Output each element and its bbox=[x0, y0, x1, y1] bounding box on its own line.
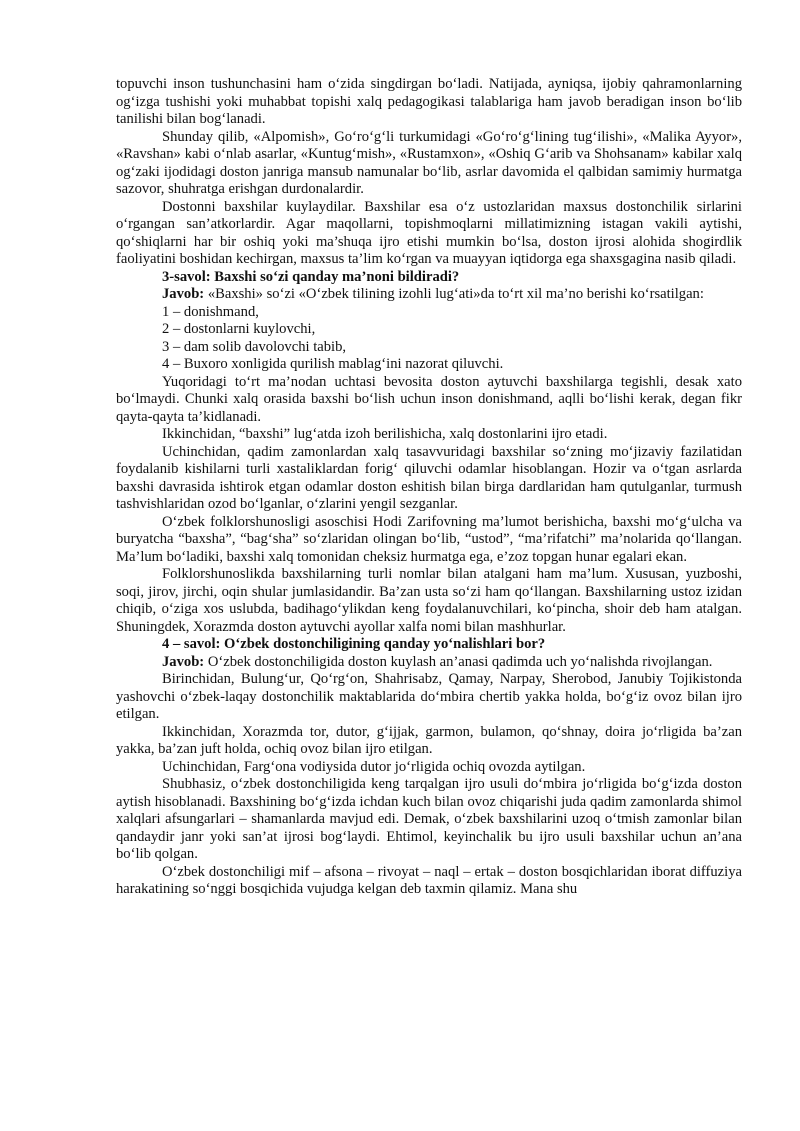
paragraph: O‘zbek dostonchiligi mif – afsona – rivoyat – naql – ertak – doston bosqichlaridan iborat diffuziya harakatining so‘nggi bosqichida vujudga kelgan deb taxmin qilamiz. Mana shu bbox=[116, 863, 742, 897]
paragraph: Yuqoridagi to‘rt ma’nodan uchtasi bevosita doston aytuvchi baxshilarga tegishli, desak xato bo‘lmaydi. Chunki xalq orasida baxshi bo‘lish uchun inson donishmand, aqlli bo‘lishi kerak, degan fikr qayta-qayta ta’kidlanadi. bbox=[116, 373, 742, 425]
answer-label: Javob: bbox=[162, 286, 205, 302]
paragraph: Dostonni baxshilar kuylaydilar. Baxshilar esa o‘z ustozlaridan maxsus dostonchilik sirlarini o‘rgangan san’atkorlardir. Agar maqollarni, topishmoqlarni millatimizning istagan vakili aytishi, qo‘shiqlarni har bir oshiq yoki ma’shuqa ijro etishi mumkin bo‘lsa, doston ijrosi alohida shogirdlik faoliyatini boshidan kechirgan, maxsus ta’lim ko‘rgan va muayyan iqtidorga ega shaxsgagina nasib qiladi. bbox=[116, 198, 742, 267]
answer-paragraph bbox=[116, 286, 742, 304]
list-item: 4 – Buxoro xonligida qurilish mablag‘ini nazorat qiluvchi. bbox=[162, 356, 504, 372]
paragraph: O‘zbek folklorshunosligi asoschisi Hodi Zarifovning ma’lumot berishicha, baxshi mo‘g‘ulcha va buryatcha “baxsha”, “bag‘sha” so‘zlaridan olingan bo‘lib, “ustod”, “ma’rifatchi” ma’nolarida qo‘llangan. Ma’lum bo‘ladiki, baxshi xalq tomonidan cheksiz hurmatga ega, e’zoz topgan hunar egalari ekan. bbox=[116, 513, 742, 565]
question-heading: 4 – savol: O‘zbek dostonchiligining qanday yo‘nalishlari bor? bbox=[162, 636, 546, 652]
answer-label: Javob: bbox=[162, 653, 205, 670]
list-item: 1 – donishmand, bbox=[162, 303, 259, 320]
paragraph: Folklorshunoslikda baxshilarning turli nomlar bilan atalgani ham ma’lum. Xususan, yuzboshi, soqi, jirov, jirchi, oqin shular jumlasidandir. Ba’zan usta so‘zi ham qo‘llangan. Baxshilarning ustoz izidan chiqib, o‘ziga xos uslubda, badihago‘ylikdan keng foydalanuvchilari, ko‘pincha, shoir deb ham atalgan. Shuningdek, Xorazmda doston aytuvchi ayollar xalfa nomi bilan mashhurlar. bbox=[116, 566, 742, 635]
paragraph: Uchinchidan, Farg‘ona vodiysida dutor jo‘rligida ochiq ovozda aytilgan. bbox=[162, 758, 586, 775]
answer-text: O‘zbek dostonchiligida doston kuylash an’anasi qadimda uch yo‘nalishda rivojlangan. bbox=[204, 653, 713, 670]
document-page bbox=[116, 76, 742, 899]
paragraph: Shunday qilib, «Alpomish», Go‘ro‘g‘li turkumidagi «Go‘ro‘g‘lining tug‘ilishi», «Malika Ayyor», «Ravshan» kabi o‘nlab asarlar, «Kuntug‘mish», «Rustamxon», «Oshiq G‘arib va Shohsanam» kabilar xalq og‘zaki ijodidagi doston janriga mansub namunalar bo‘lib, asrlar davomida el qalbidan samimiy hurmatga sazovor, shuhratga erishgan durdonalardir. bbox=[116, 128, 742, 197]
paragraph: Uchinchidan, qadim zamonlardan xalq tasavvuridagi baxshilar so‘zning mo‘jizaviy fazilatidan foydalanib kishilarni turli xastaliklardan forig‘ qiluvchi odamlar hisoblangan. Hozir va o‘tgan asrlarda baxshi davrasida ishtirok etgan odamlar doston eshitish bilan birga dardlaridan ham qutulganlar, turmush tashvishlaridan ozod bo‘lganlar, o‘zlarini yengil sezganlar. bbox=[116, 443, 742, 512]
paragraph: Ikkinchidan, “baxshi” lug‘atda izoh berilishicha, xalq dostonlarini ijro etadi. bbox=[162, 426, 608, 442]
paragraph: topuvchi inson tushunchasini ham o‘zida singdirgan bo‘ladi. Natijada, ayniqsa, ijobiy qahramonlarning og‘izga tushishi yoki muhabbat topishi xalq pedagogikasi talablariga ham javob beradigan inson bo‘lib tanilishi bilan bog‘lanadi. bbox=[116, 76, 742, 127]
answer-paragraph bbox=[116, 654, 742, 672]
answer-text: «Baxshi» so‘zi «O‘zbek tilining izohli lug‘ati»da to‘rt xil ma’no berishi ko‘rsatilgan: bbox=[204, 286, 704, 302]
list-item: 3 – dam solib davolovchi tabib, bbox=[162, 338, 347, 355]
list-item: 2 – dostonlarni kuylovchi, bbox=[162, 321, 316, 337]
paragraph: Ikkinchidan, Xorazmda tor, dutor, g‘ijjak, garmon, bulamon, qo‘shnay, doira jo‘rligida ba’zan yakka, ba’zan juft holda, ochiq ovoz bilan ijro etilgan. bbox=[116, 723, 742, 757]
question-heading: 3-savol: Baxshi so‘zi qanday ma’noni bildiradi? bbox=[162, 268, 460, 285]
paragraph: Birinchidan, Bulung‘ur, Qo‘rg‘on, Shahrisabz, Qamay, Narpay, Sherobod, Janubiy Tojikistonda yashovchi o‘zbek-laqay dostonchilik maktablarida do‘mbira chertib yakka holda, bo‘g‘iz ovoz bilan ijro etilgan. bbox=[116, 671, 742, 722]
paragraph: Shubhasiz, o‘zbek dostonchiligida keng tarqalgan ijro usuli do‘mbira jo‘rligida bo‘g‘izda doston aytish hisoblanadi. Baxshining bo‘g‘izda ichdan kuch bilan ovoz chiqarishi juda qadim zamonlarda shimol xalqlari afsungarlari – shamanlarda mavjud edi. Demak, o‘zbek baxshilarini uzoq o‘tmish zamonlar bilan qandaydir janr yoki san’at ijrosi bog‘laydi. Ehtimol, keyinchalik bu ijro usuli baxshilar uchun an’ana bo‘lib qolgan. bbox=[116, 776, 742, 862]
